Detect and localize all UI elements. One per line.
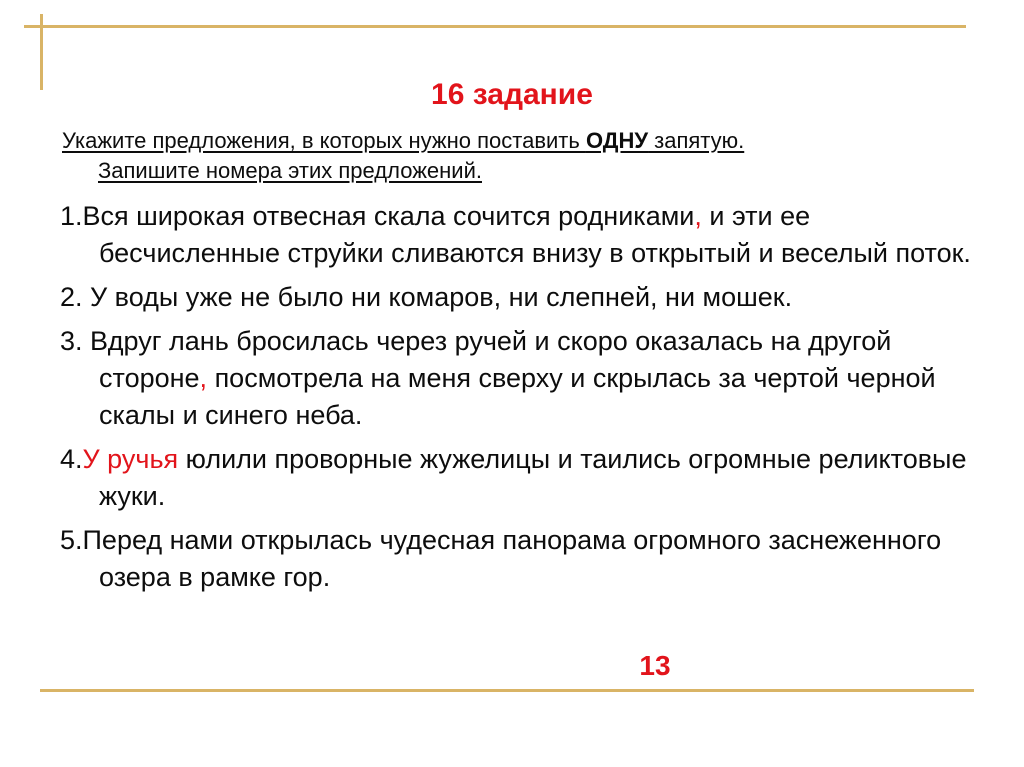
highlighted-comma: , xyxy=(199,363,208,393)
instruction-part1: Укажите предложения, в которых нужно поставить xyxy=(62,128,586,153)
sentence-list xyxy=(60,198,990,603)
sentence-text: 3. Вдруг лань бросилась через ручей и скоро оказалась на другой стороне xyxy=(60,326,892,393)
sentence-text: 5.Перед нами открылась чудесная панорама огромного заснеженного озера в рамке гор. xyxy=(60,525,942,592)
sentence-text: 1.Вся широкая отвесная скала сочится родниками xyxy=(60,201,695,231)
slide-title: 16 задание xyxy=(431,78,593,111)
sentence-2 xyxy=(60,279,990,316)
instruction-line2: Запишите номера этих предложений. xyxy=(98,158,482,183)
sentence-1 xyxy=(60,198,990,272)
sentence-text: 4. xyxy=(60,444,83,474)
sentence-text: юлили проворные жужелицы и таились огромные реликтовые жуки. xyxy=(99,444,967,511)
highlighted-phrase: У ручья xyxy=(82,444,179,474)
sentence-4 xyxy=(60,441,990,515)
task-instruction xyxy=(62,126,982,186)
sentence-text: и эти ее бесчисленные струйки сливаются внизу в открытый и веселый поток. xyxy=(99,201,971,268)
sentence-text: посмотрела на меня сверху и скрылась за чертой черной скалы и синего неба. xyxy=(99,363,936,430)
sentence-text: 2. У воды уже не было ни комаров, ни слепней, ни мошек. xyxy=(60,282,793,312)
highlighted-comma: , xyxy=(694,201,702,231)
instruction-part2: запятую. xyxy=(648,128,745,153)
slide-number: 13 xyxy=(639,650,671,681)
sentence-5 xyxy=(60,522,990,596)
instruction-emphasis: ОДНУ xyxy=(585,128,649,153)
frame-top-line xyxy=(24,25,966,28)
sentence-3 xyxy=(60,323,990,434)
frame-bottom-line xyxy=(40,689,974,692)
